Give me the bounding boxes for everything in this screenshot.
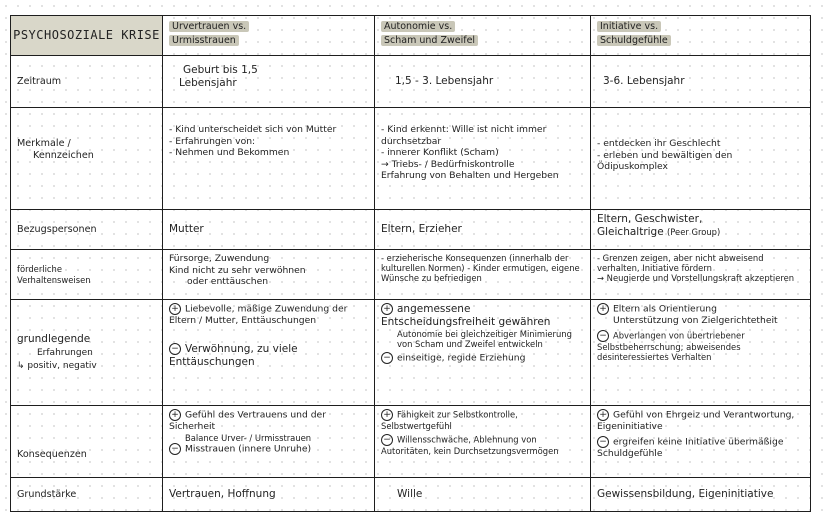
konsequenzen-col1-pos-text: Gefühl des Vertrauens und der Sicherheit [169, 409, 326, 432]
column-header-3 [591, 16, 811, 56]
konsequenzen-col3-pos-text: Gefühl von Ehrgeiz und Verantwortung, Eigeninitiative [597, 409, 795, 432]
list-item: - Erfahrungen von: [169, 135, 256, 147]
grundstaerke-col1: Vertrauen, Hoffnung [163, 478, 375, 512]
konsequenzen-col2-pos-text: Fähigkeit zur Selbstkontrolle, Selbstwertgefühl [381, 409, 518, 431]
foerderlich-label-line2: Verhaltensweisen [17, 274, 91, 285]
konsequenzen-col3-negative [597, 436, 804, 460]
row-label-foerderlich [11, 250, 163, 300]
konsequenzen-col1-neg-text: Misstrauen (innere Unruhe) [185, 443, 312, 455]
grundlegend-col1 [163, 300, 375, 406]
grundlegend-label-line1: grundlegende [17, 332, 91, 345]
grundlegend-label-line2: Erfahrungen [37, 347, 93, 358]
column-header-2 [375, 16, 591, 56]
bezug-col3-line1: Eltern, Geschwister, [597, 213, 703, 225]
konsequenzen-col1-mid: Balance Urver- / Urmisstrauen [185, 432, 312, 443]
row-label-konsequenzen: Konsequenzen [11, 406, 163, 478]
foerderlich-col1-line1: Fürsorge, Zuwendung [169, 253, 270, 264]
merkmale-col2 [375, 108, 591, 210]
zeitraum-col3: 3-6. Lebensjahr [591, 56, 811, 108]
grundstaerke-col3: Gewissensbildung, Eigeninitiative [591, 478, 811, 512]
row-label-bezugspersonen: Bezugspersonen [11, 210, 163, 250]
minus-circle-icon: − [381, 352, 393, 364]
column-header-2-line2: Scham und Zweifel [381, 35, 478, 46]
list-item: - Grenzen zeigen, aber nicht abweisend verhalten, Initiative fördern [597, 253, 764, 274]
grundlegend-col1-pos-text: Liebevolle, mäßige Zuwendung der Eltern / Mutter, Enttäuschungen [169, 303, 348, 326]
column-header-1-line1: Urvertrauen vs. [169, 21, 249, 32]
bezug-col3-line2: Gleichaltrige [597, 226, 664, 239]
plus-circle-icon: + [381, 409, 393, 421]
grundlegend-col3 [591, 300, 811, 406]
grundlegend-col1-positive [169, 303, 368, 327]
grundstaerke-col2: Wille [375, 478, 591, 512]
row-merkmale [11, 108, 811, 210]
column-header-3-line2: Schuldgefühle [597, 35, 671, 46]
bezug-col3-note: (Peer Group) [667, 227, 721, 238]
row-foerderlich [11, 250, 811, 300]
merkmale-col3 [591, 108, 811, 210]
row-label-merkmale [11, 108, 163, 210]
bezug-col3 [591, 210, 811, 250]
konsequenzen-col2 [375, 406, 591, 478]
erikson-table [10, 15, 811, 512]
column-header-3-line1: Initiative vs. [597, 21, 661, 32]
zeitraum-col1 [163, 56, 375, 108]
grundlegend-col3-negative [597, 330, 804, 362]
row-label-zeitraum: Zeitraum [11, 56, 163, 108]
bezug-col1: Mutter [163, 210, 375, 250]
merkmale-col1 [163, 108, 375, 210]
header-row [11, 16, 811, 56]
row-label-grundlegend [11, 300, 163, 406]
minus-circle-icon: − [381, 434, 393, 446]
grundlegend-col1-neg-text: Verwöhnung, zu viele Enttäuschungen [169, 342, 298, 368]
grundlegend-col2-negative [381, 352, 584, 364]
grundlegend-col3-neg-text: Abverlangen von übertriebener Selbstbeherrschung; abweisendes desinteressiertes Verhalten [597, 330, 745, 362]
grundlegend-col3-pos-text: Eltern als Orientierung [613, 303, 717, 315]
column-header-1-line2: Urmisstrauen [169, 35, 239, 46]
table-title: PSYCHOSOZIALE KRISE [11, 16, 163, 56]
bezug-col2: Eltern, Erzieher [375, 210, 591, 250]
list-item: → Triebs- / Bedürfniskontrolle [381, 158, 515, 170]
list-item: - erleben und bewältigen den Ödipuskomplex [597, 149, 733, 172]
zeitraum-col2: 1,5 - 3. Lebensjahr [375, 56, 591, 108]
plus-circle-icon: + [169, 409, 181, 421]
konsequenzen-col3-neg-text: ergreifen keine Initiative übermäßige Schuldgefühle [597, 436, 784, 459]
row-bezugspersonen [11, 210, 811, 250]
foerderlich-col2: - erzieherische Konsequenzen (innerhalb der kulturellen Normen) - Kinder ermutigen, eigene Wünsche zu befriedigen [375, 250, 591, 300]
column-header-2-line1: Autonomie vs. [381, 21, 455, 32]
minus-circle-icon: − [169, 443, 181, 455]
minus-circle-icon: − [169, 343, 181, 355]
row-grundlegend [11, 300, 811, 406]
foerderlich-col1-line2: Kind nicht zu sehr verwöhnen [169, 264, 306, 276]
grundlegend-col1-negative [169, 343, 368, 369]
zeitraum-col1-line1: Geburt bis 1,5 [183, 64, 258, 76]
foerderlich-col3 [591, 250, 811, 300]
grundlegend-col2-neg-text: einseitige, regide Erziehung [397, 352, 526, 364]
merkmale-label-line2: Kennzeichen [33, 149, 94, 161]
plus-circle-icon: + [169, 303, 181, 315]
row-grundstaerke [11, 478, 811, 512]
column-header-1 [163, 16, 375, 56]
konsequenzen-col2-neg-text: Willensschwäche, Ablehnung von Autoritäten, kein Durchsetzungsvermögen [381, 434, 559, 457]
list-item: - Kind erkennt: Wille ist nicht immer durchsetzbar [381, 124, 547, 147]
grundlegend-col2-positive [381, 303, 584, 329]
list-item: - Nehmen und Bekommen [169, 147, 290, 158]
plus-circle-icon: + [597, 303, 609, 315]
foerderlich-col1 [163, 250, 375, 300]
merkmale-label-line1: Merkmale / [17, 138, 71, 149]
table-sheet [10, 15, 810, 511]
grundlegend-col3-pos-sub: Unterstützung von Zielgerichtetheit [613, 315, 778, 326]
grundlegend-col3-positive [597, 303, 804, 315]
konsequenzen-col2-negative [381, 434, 584, 456]
minus-circle-icon: − [597, 436, 609, 448]
list-item: - entdecken ihr Geschlecht [597, 138, 721, 149]
row-label-grundstaerke: Grundstärke [11, 478, 163, 512]
konsequenzen-col2-positive [381, 409, 584, 431]
list-item: - Kind unterscheidet sich von Mutter [169, 124, 337, 135]
grundlegend-col2-pos-text: angemessene Entscheidungsfreiheit gewähren [381, 303, 551, 329]
plus-circle-icon: + [597, 409, 609, 421]
plus-circle-icon: + [381, 303, 393, 315]
grundlegend-label-line3: ↳ positiv, negativ [17, 361, 97, 372]
foerderlich-label-line1: förderliche [17, 264, 62, 275]
list-item: Erfahrung von Behalten und Hergeben [381, 170, 559, 181]
konsequenzen-col3-positive [597, 409, 804, 433]
konsequenzen-col1-positive [169, 409, 368, 433]
minus-circle-icon: − [597, 330, 609, 342]
grundlegend-col2-pos-sub: Autonomie bei gleichzeitiger Minimierung von Scham und Zweifel entwickeln [397, 329, 572, 350]
foerderlich-col1-line3: oder enttäuschen [187, 276, 269, 287]
konsequenzen-col1 [163, 406, 375, 478]
list-item: - innerer Konflikt (Scham) [381, 147, 499, 158]
grundlegend-col2 [375, 300, 591, 406]
zeitraum-col1-line2: Lebensjahr [179, 77, 237, 90]
konsequenzen-col1-negative [169, 443, 368, 455]
row-zeitraum [11, 56, 811, 108]
row-konsequenzen [11, 406, 811, 478]
konsequenzen-col3 [591, 406, 811, 478]
list-item: → Neugierde und Vorstellungskraft akzeptieren [597, 273, 795, 284]
